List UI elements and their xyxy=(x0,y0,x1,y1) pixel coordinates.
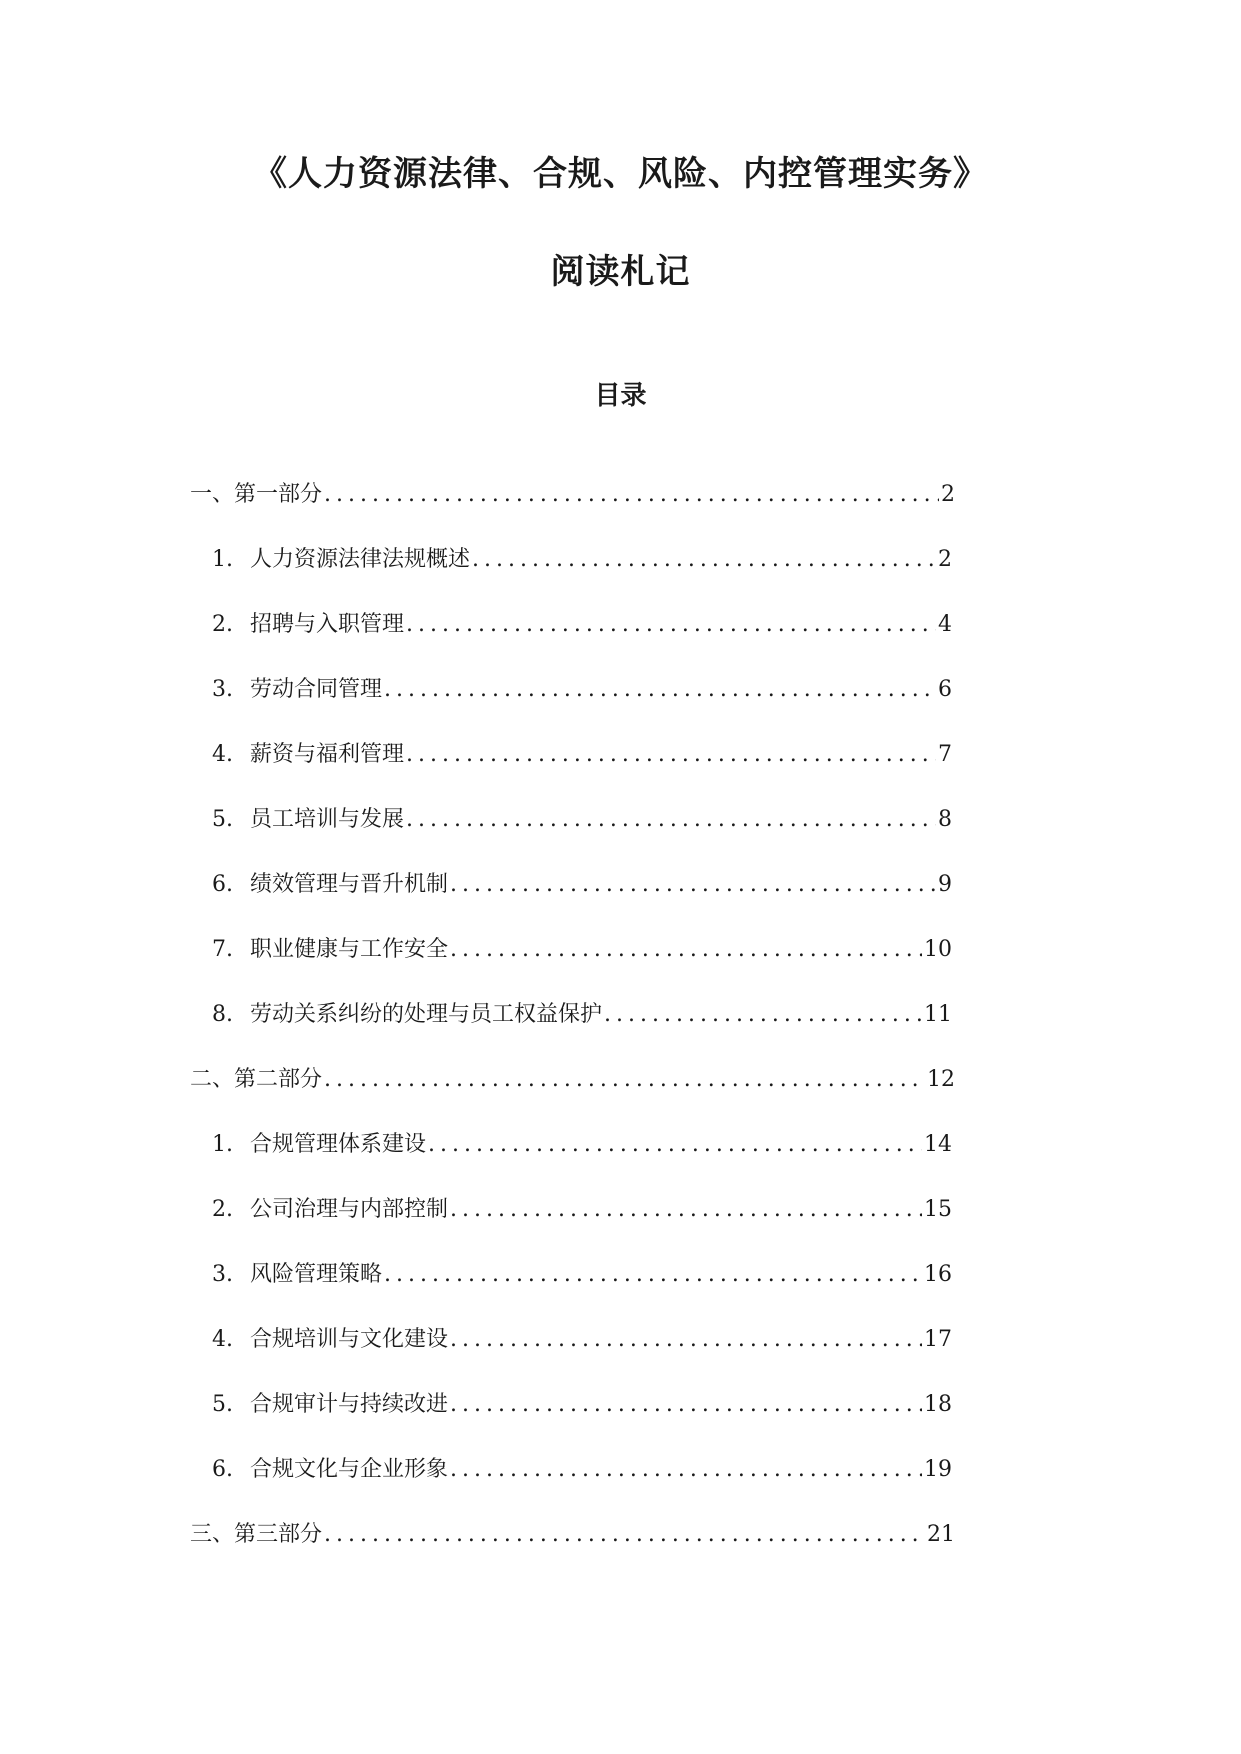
toc-entry-number: 3. xyxy=(212,677,233,702)
document-title: 《人力资源法律、合规、风险、内控管理实务》 xyxy=(253,154,988,194)
toc-subsection-entry[interactable] xyxy=(190,740,952,805)
toc-entry-title: 合规管理体系建设 xyxy=(250,1132,427,1157)
toc-entry-title: 劳动合同管理 xyxy=(250,677,383,702)
toc-entry-page-number: 21 xyxy=(927,1522,955,1547)
toc-dot-leader xyxy=(450,1390,922,1420)
toc-entry-page-number: 19 xyxy=(924,1457,952,1482)
toc-entry-title: 一、第一部分 xyxy=(190,482,323,507)
toc-entry-number: 5. xyxy=(212,807,233,832)
toc-entry-title: 二、第二部分 xyxy=(190,1067,323,1092)
toc-subsection-entry[interactable] xyxy=(190,1195,952,1260)
toc-entry-title: 公司治理与内部控制 xyxy=(250,1197,449,1222)
toc-entry-page-number: 18 xyxy=(924,1392,952,1417)
toc-entry-page-number: 9 xyxy=(938,872,952,897)
toc-dot-leader xyxy=(450,1455,922,1485)
toc-section-entry[interactable] xyxy=(190,480,955,545)
toc-dot-leader xyxy=(324,1065,925,1095)
toc-entry-title: 招聘与入职管理 xyxy=(250,612,405,637)
toc-entry-number: 1. xyxy=(212,547,233,572)
document-subtitle: 阅读札记 xyxy=(550,252,691,292)
toc-dot-leader xyxy=(472,545,936,575)
toc-entry-number: 1. xyxy=(212,1132,233,1157)
toc-entry-title: 绩效管理与晋升机制 xyxy=(250,872,449,897)
toc-entry-page-number: 2 xyxy=(941,482,955,507)
toc-entry-title: 人力资源法律法规概述 xyxy=(250,547,471,572)
toc-subsection-entry[interactable] xyxy=(190,1325,952,1390)
toc-subsection-entry[interactable] xyxy=(190,935,952,1000)
toc-entry-page-number: 11 xyxy=(924,1002,952,1027)
toc-dot-leader xyxy=(406,740,936,770)
toc-section-entry[interactable] xyxy=(190,1065,955,1130)
toc-entry-page-number: 14 xyxy=(924,1132,952,1157)
toc-entry-title: 三、第三部分 xyxy=(190,1522,323,1547)
table-of-contents xyxy=(190,480,960,1585)
toc-subsection-entry[interactable] xyxy=(190,1455,952,1520)
toc-dot-leader xyxy=(450,1325,922,1355)
toc-entry-number: 3. xyxy=(212,1262,233,1287)
toc-entry-title: 员工培训与发展 xyxy=(250,807,405,832)
toc-entry-page-number: 16 xyxy=(924,1262,952,1287)
toc-entry-page-number: 7 xyxy=(938,742,952,767)
toc-entry-number: 8. xyxy=(212,1002,233,1027)
toc-entry-number: 2. xyxy=(212,1197,233,1222)
toc-entry-title: 职业健康与工作安全 xyxy=(250,937,449,962)
toc-entry-page-number: 2 xyxy=(938,547,952,572)
toc-entry-number: 4. xyxy=(212,1327,233,1352)
toc-entry-page-number: 4 xyxy=(938,612,952,637)
toc-entry-page-number: 10 xyxy=(924,937,952,962)
toc-entry-number: 7. xyxy=(212,937,233,962)
toc-dot-leader xyxy=(406,805,936,835)
toc-dot-leader xyxy=(428,1130,922,1160)
toc-subsection-entry[interactable] xyxy=(190,1130,952,1195)
toc-subsection-entry[interactable] xyxy=(190,805,952,870)
toc-subsection-entry[interactable] xyxy=(190,610,952,675)
toc-entry-title: 薪资与福利管理 xyxy=(250,742,405,767)
toc-dot-leader xyxy=(604,1000,922,1030)
toc-dot-leader xyxy=(450,870,936,900)
toc-dot-leader xyxy=(384,675,936,705)
toc-entry-title: 合规培训与文化建设 xyxy=(250,1327,449,1352)
toc-dot-leader xyxy=(450,1195,922,1225)
toc-entry-number: 6. xyxy=(212,1457,233,1482)
toc-subsection-entry[interactable] xyxy=(190,870,952,935)
toc-dot-leader xyxy=(450,935,922,965)
toc-section-entry[interactable] xyxy=(190,1520,955,1585)
toc-subsection-entry[interactable] xyxy=(190,1260,952,1325)
toc-entry-number: 4. xyxy=(212,742,233,767)
toc-entry-title: 合规审计与持续改进 xyxy=(250,1392,449,1417)
toc-entry-page-number: 15 xyxy=(924,1197,952,1222)
toc-dot-leader xyxy=(384,1260,922,1290)
toc-entry-title: 风险管理策略 xyxy=(250,1262,383,1287)
toc-subsection-entry[interactable] xyxy=(190,1000,952,1065)
toc-entry-number: 2. xyxy=(212,612,233,637)
toc-entry-title: 劳动关系纠纷的处理与员工权益保护 xyxy=(250,1002,603,1027)
toc-dot-leader xyxy=(324,1520,925,1550)
toc-entry-title: 合规文化与企业形象 xyxy=(250,1457,449,1482)
toc-subsection-entry[interactable] xyxy=(190,675,952,740)
toc-entry-page-number: 8 xyxy=(938,807,952,832)
toc-entry-number: 5. xyxy=(212,1392,233,1417)
toc-dot-leader xyxy=(324,480,939,510)
toc-entry-number: 6. xyxy=(212,872,233,897)
toc-entry-page-number: 6 xyxy=(938,677,952,702)
toc-subsection-entry[interactable] xyxy=(190,545,952,610)
toc-entry-page-number: 17 xyxy=(924,1327,952,1352)
toc-subsection-entry[interactable] xyxy=(190,1390,952,1455)
toc-entry-page-number: 12 xyxy=(927,1067,955,1092)
toc-dot-leader xyxy=(406,610,936,640)
toc-heading: 目录 xyxy=(594,381,647,411)
